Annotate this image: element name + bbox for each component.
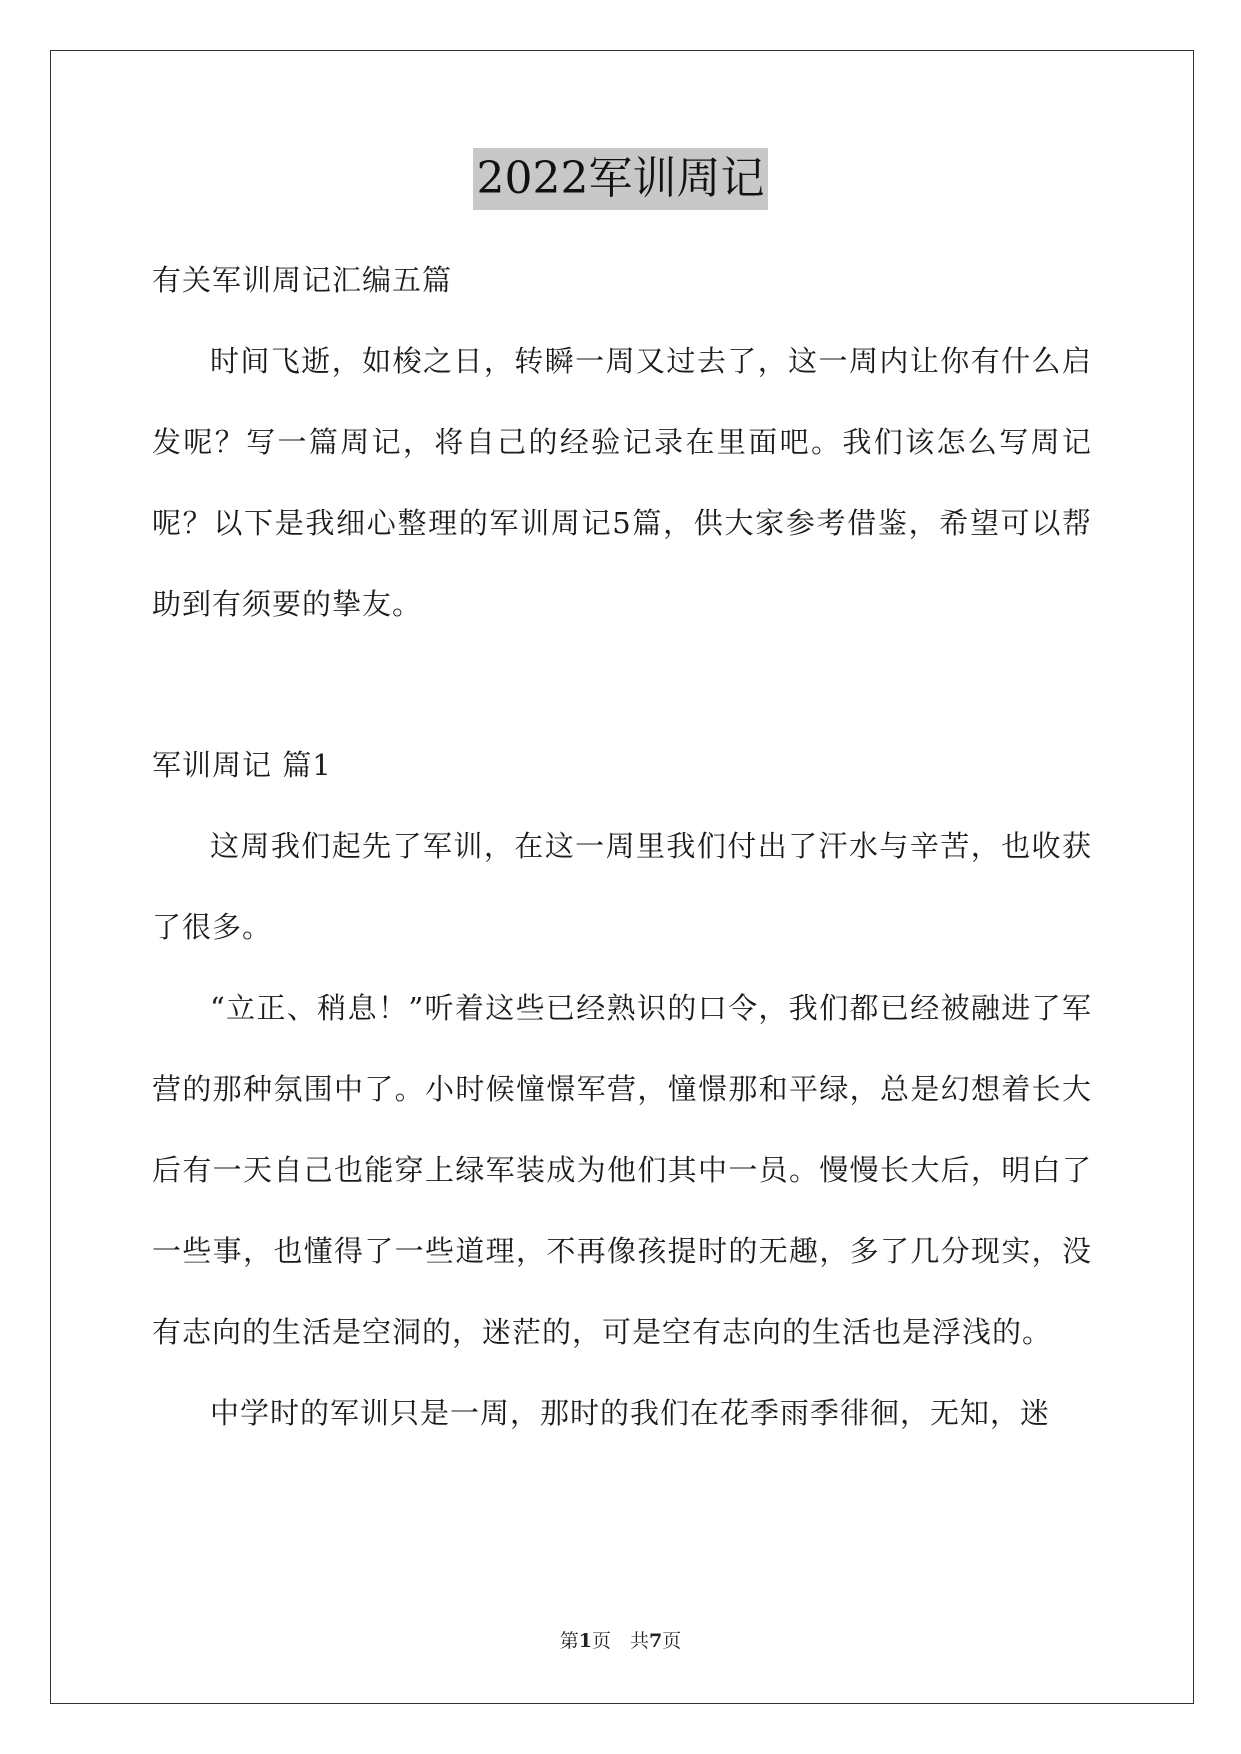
section-heading: 军训周记 篇1: [152, 748, 332, 782]
body-paragraph-2: “立正、稍息！”听着这些已经熟识的口令，我们都已经被融进了军营的那种氛围中了。小时候憧憬军营，憧憬那和平绿，总是幻想着长大后有一天自己也能穿上绿军装成为他们其中一员。慢慢长大后，明白了一些事，也懂得了一些道理，不再像孩提时的无趣，多了几分现实，没有志向的生活是空洞的，迷茫的，可是空有志向的生活也是浮浅的。: [152, 991, 1092, 1349]
body-paragraph-1: 这周我们起先了军训，在这一周里我们付出了汗水与辛苦，也收获了很多。: [152, 829, 1092, 944]
title-wrap: [0, 148, 1241, 210]
document-body: [152, 240, 1092, 1454]
document-title: 2022军训周记: [473, 148, 769, 210]
footer-mid: 页 共: [591, 1630, 649, 1652]
footer-current-page: 1: [578, 1630, 592, 1652]
page-footer: [0, 1626, 1241, 1653]
document-subtitle: 有关军训周记汇编五篇: [152, 263, 453, 297]
footer-prefix: 第: [559, 1630, 579, 1652]
footer-total-pages: 7: [649, 1630, 663, 1652]
section-gap: [152, 645, 1092, 725]
footer-suffix: 页: [662, 1630, 682, 1652]
body-paragraph-3: 中学时的军训只是一周，那时的我们在花季雨季徘徊，无知，迷: [210, 1396, 1051, 1430]
intro-paragraph: 时间飞逝，如梭之日，转瞬一周又过去了，这一周内让你有什么启发呢？写一篇周记，将自己的经验记录在里面吧。我们该怎么写周记呢？以下是我细心整理的军训周记5篇，供大家参考借鉴，希望可以帮助到有须要的挚友。: [152, 344, 1092, 621]
